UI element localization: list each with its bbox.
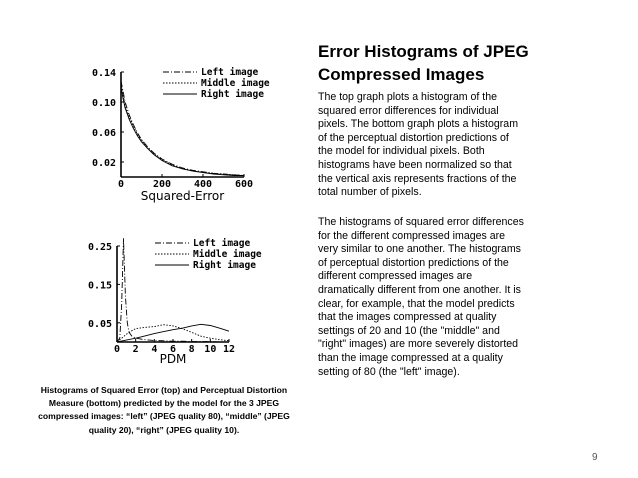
- pdm-histogram-chart: [0, 0, 320, 380]
- slide-title-line2: Compressed Images: [318, 65, 485, 84]
- figure-caption: Histograms of Squared Error (top) and Perceptual Distortion Measure (bottom) predicted by the model for the 3 JPEG compressed images: “left” (JPEG quality 80), “middle” (JPEG quality 20), “right” (JPEG quality 10).: [38, 385, 290, 435]
- legend-label: Left image: [201, 67, 259, 78]
- slide-title: [318, 40, 618, 86]
- x-tick-label: 2: [132, 344, 139, 355]
- y-tick-label: 0.05: [88, 318, 113, 330]
- y-tick-label: 0.02: [92, 158, 117, 169]
- x-tick-label: 4: [151, 344, 158, 355]
- y-tick-label: 0.10: [92, 98, 117, 109]
- body-paragraph-2: The histograms of squared error differences for the different compressed images are very similar to one another. The histograms of perceptual distortion predictions of the different compressed images are dramatically different from one another. It is clear, for example, that the model predicts that the images compressed at quality settings of 20 and 10 (the "middle" and "right" images) are more severely distorted than the image compressed at a quality setting of 80 (the "left" image).: [318, 216, 524, 378]
- legend-label: Middle image: [193, 249, 262, 260]
- x-tick-label: 0: [117, 179, 125, 190]
- y-tick-label: 0.25: [88, 242, 113, 253]
- x-tick-label: 10: [204, 344, 217, 355]
- x-axis-title: PDM: [159, 352, 187, 366]
- x-tick-label: 12: [222, 344, 236, 355]
- x-tick-label: 8: [188, 344, 195, 355]
- legend-label: Right image: [201, 89, 264, 100]
- legend-label: Left image: [193, 238, 251, 249]
- legend-label: Right image: [193, 260, 256, 271]
- x-tick-label: 200: [152, 179, 172, 190]
- x-tick-label: 0: [113, 344, 121, 355]
- x-tick-label: 400: [193, 179, 213, 190]
- page-number: 9: [592, 452, 598, 463]
- y-tick-label: 0.15: [88, 280, 113, 292]
- y-tick-label: 0.14: [92, 68, 117, 79]
- x-axis-title: Squared-Error: [140, 189, 225, 203]
- slide-title-line1: Error Histograms of JPEG: [318, 42, 529, 61]
- y-tick-label: 0.06: [92, 128, 117, 139]
- legend-label: Middle image: [201, 78, 270, 89]
- x-tick-label: 600: [234, 179, 254, 190]
- body-paragraph-1: The top graph plots a histogram of the squared error differences for individual pixels. The bottom graph plots a histogram of the perceptual distortion predictions of the model for individual pixels. Both histograms have been normalized so that the vertical axis represents fractions of the total number of pixels.: [318, 91, 519, 199]
- x-tick-label: 6: [169, 344, 177, 355]
